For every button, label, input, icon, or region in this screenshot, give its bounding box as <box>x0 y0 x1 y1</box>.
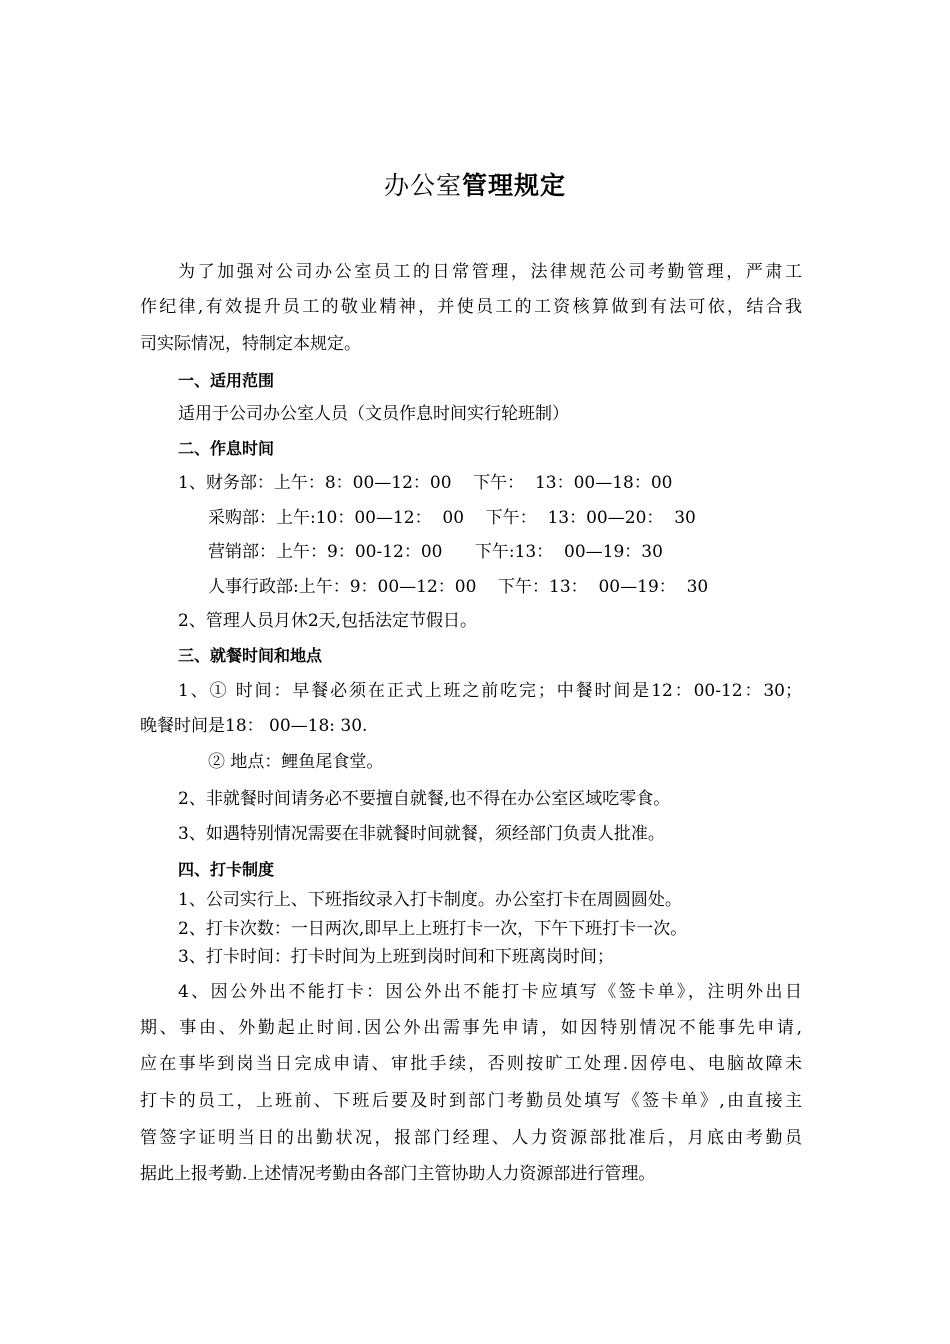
schedule-line: 人事行政部:上午：9：00—12：00 下午：13： 00—19： 30 <box>208 577 709 597</box>
paragraph-line: 为了加强对公司办公室员工的日常管理，法律规范公司考勤管理，严肃工 <box>178 262 802 282</box>
paragraph-line: 2、非就餐时间请务必不要擅自就餐,也不得在办公室区域吃零食。 <box>178 789 671 809</box>
title-part-2: 管理规定 <box>462 171 567 200</box>
paragraph-line: 2、管理人员月休2天,包括法定节假日。 <box>178 611 478 631</box>
paragraph-line: 晚餐时间是18： 00—18: 30. <box>140 716 368 736</box>
section-heading: 三、就餐时间和地点 <box>178 646 323 665</box>
paragraph-line: 3、如遇特别情况需要在非就餐时间就餐，须经部门负责人批准。 <box>178 824 665 844</box>
page-title <box>0 166 950 202</box>
paragraph-line: 适用于公司办公室人员（文员作息时间实行轮班制） <box>178 404 569 424</box>
paragraph-line: 2、打卡次数：一日两次,即早上上班打卡一次，下午下班打卡一次。 <box>178 919 688 939</box>
section-heading: 二、作息时间 <box>178 439 275 458</box>
paragraph-line: 应在事毕到岗当日完成申请、审批手续，否则按旷工处理.因停电、电脑故障未 <box>140 1054 802 1074</box>
paragraph-line: 4、因公外出不能打卡：因公外出不能打卡应填写《签卡单》，注明外出日 <box>178 982 802 1002</box>
paragraph-line: ② 地点：鲤鱼尾食堂。 <box>208 752 384 772</box>
section-heading: 一、适用范围 <box>178 371 275 390</box>
paragraph-line: 1、公司实行上、下班指纹录入打卡制度。办公室打卡在周圆圆处。 <box>178 890 682 910</box>
title-part-1: 办公室 <box>383 171 462 200</box>
schedule-line: 营销部：上午：9：00-12：00 下午:13： 00—19：30 <box>208 542 663 562</box>
paragraph-line: 期、事由、外勤起止时间.因公外出需事先申请，如因特别情况不能事先申请, <box>140 1018 802 1038</box>
paragraph-line: 司实际情况，特制定本规定。 <box>140 334 361 354</box>
section-heading: 四、打卡制度 <box>178 860 275 879</box>
paragraph-line: 打卡的员工，上班前、下班后要及时到部门考勤员处填写《签卡单》,由直接主 <box>140 1091 802 1111</box>
paragraph-line: 管签字证明当日的出勤状况，报部门经理、人力资源部批准后，月底由考勤员 <box>140 1128 802 1148</box>
paragraph-line: 作纪律,有效提升员工的敬业精神，并使员工的工资核算做到有法可依，结合我 <box>140 297 802 317</box>
paragraph-line: 1、① 时间：早餐必须在正式上班之前吃完；中餐时间是12：00-12：30； <box>178 681 802 701</box>
schedule-line: 1、财务部：上午：8：00—12：00 下午： 13：00—18：00 <box>178 473 673 493</box>
paragraph-line: 据此上报考勤.上述情况考勤由各部门主管协助人力资源部进行管理。 <box>140 1164 656 1184</box>
paragraph-line: 3、打卡时间：打卡时间为上班到岗时间和下班离岗时间； <box>178 947 614 967</box>
schedule-line: 采购部：上午:10：00—12： 00 下午： 13：00—20： 30 <box>208 508 696 528</box>
